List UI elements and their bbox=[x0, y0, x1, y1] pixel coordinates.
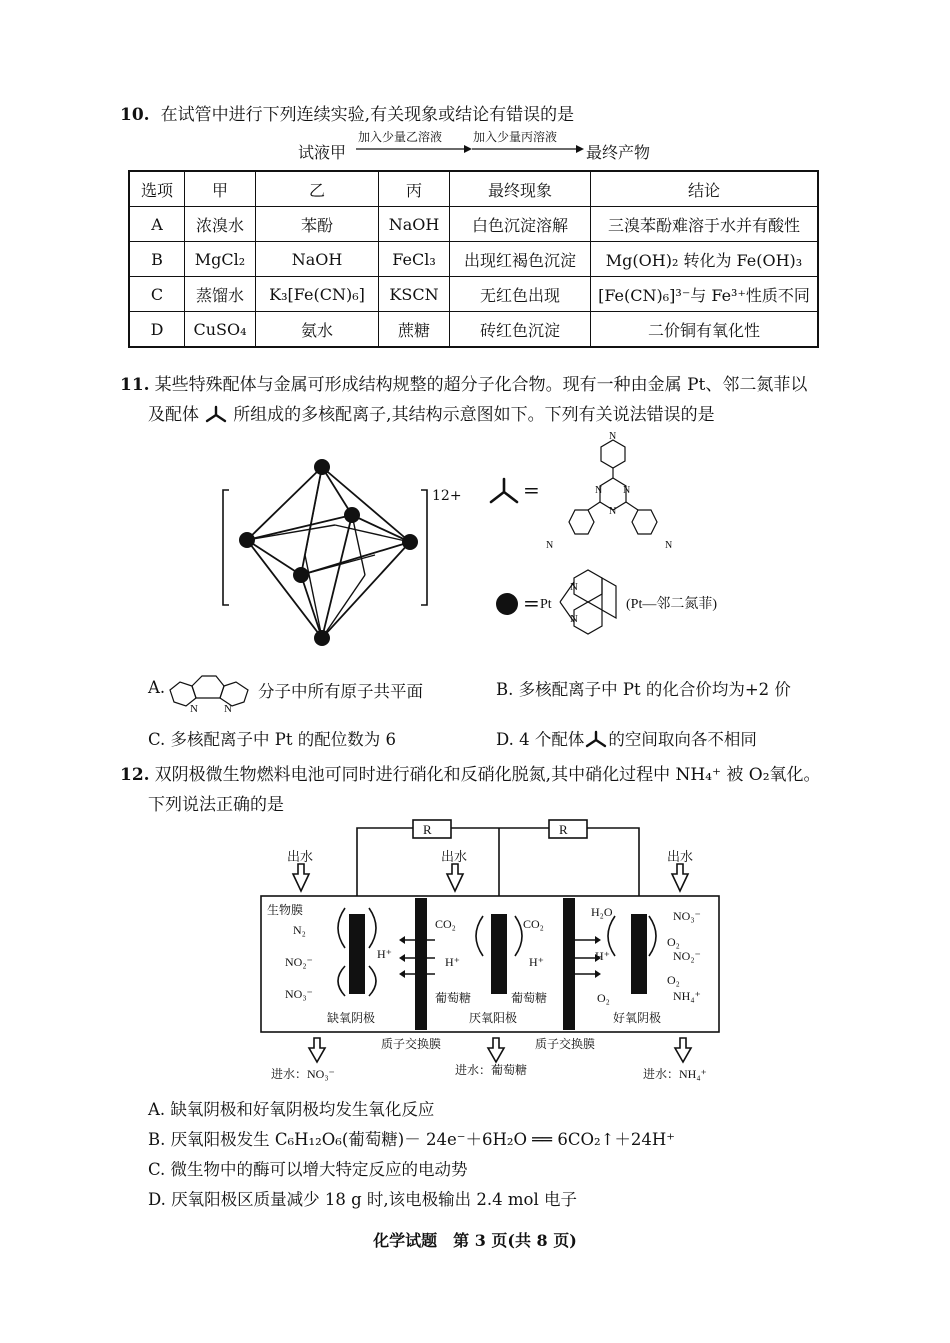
resistor-left bbox=[413, 820, 451, 838]
q10-flow bbox=[298, 128, 678, 164]
no2-label: NO₂⁻ bbox=[285, 955, 313, 969]
pt-label: Pt bbox=[540, 597, 552, 612]
q11-option-d-text2: 的空间取向各不相同 bbox=[608, 730, 757, 749]
inlet-left-label: 进水：NO₃⁻ bbox=[271, 1067, 335, 1081]
phen-n-label: N bbox=[190, 703, 198, 714]
pem-label: 质子交换膜 bbox=[535, 1037, 596, 1051]
pyridine-n-label: N bbox=[546, 540, 554, 551]
pt-phenanthroline-structure bbox=[540, 560, 740, 640]
q12-text2: 下列说法正确的是 bbox=[148, 795, 284, 815]
table-row bbox=[129, 207, 818, 242]
cell-bing: FeCl₃ bbox=[379, 242, 450, 277]
proton-label: H⁺ bbox=[445, 955, 460, 969]
q11-option-a-label: A. bbox=[148, 678, 166, 697]
pt-phen-label: (Pt—邻二氮菲) bbox=[626, 597, 717, 612]
q12-option-b: B. 厌氧阳极发生 C₆H₁₂O₆(葡萄糖)－ 24e⁻＋6H₂O ══ 6CO₂↑＋24H⁺ bbox=[148, 1130, 676, 1149]
cell-option: B bbox=[129, 242, 185, 277]
table-header-row bbox=[129, 171, 818, 207]
proton-label: H⁺ bbox=[529, 955, 544, 969]
q11-stem-line2 bbox=[148, 400, 715, 425]
aerobic-cathode-electrode bbox=[631, 914, 647, 994]
ligand-symbol-icon bbox=[487, 476, 521, 506]
q11-text2a: 及配体 bbox=[148, 405, 199, 425]
o2-label: O₂ bbox=[667, 935, 680, 949]
anaerobic-anode-electrode bbox=[491, 914, 507, 994]
flow-step2: 加入少量丙溶液 bbox=[473, 130, 558, 144]
q11-number: 11. bbox=[120, 375, 150, 395]
ligand-symbol-icon bbox=[204, 405, 228, 423]
phen-n-label: N bbox=[570, 613, 578, 625]
h2o-label: H₂O bbox=[591, 905, 613, 919]
cell-option: C bbox=[129, 277, 185, 312]
no3-label: NO₃⁻ bbox=[673, 909, 701, 923]
cell-phenomenon: 无红色出现 bbox=[450, 277, 591, 312]
glucose-label: 葡萄糖 bbox=[511, 991, 548, 1005]
co2-label: CO₂ bbox=[523, 917, 544, 931]
cell-phenomenon: 砖红色沉淀 bbox=[450, 312, 591, 348]
ligand-symbol-icon bbox=[584, 730, 608, 748]
cell-bing: 蔗糖 bbox=[379, 312, 450, 348]
cell-conclusion: Mg(OH)₂ 转化为 Fe(OH)₃ bbox=[591, 242, 819, 277]
table-row bbox=[129, 242, 818, 277]
out-water-label: 出水 bbox=[441, 849, 468, 864]
triazine-n-label: N bbox=[623, 485, 631, 496]
cell-option: D bbox=[129, 312, 185, 348]
octahedral-cage-diagram bbox=[215, 455, 465, 655]
out-water-label: 出水 bbox=[287, 849, 314, 864]
table-row bbox=[129, 277, 818, 312]
flow-step1: 加入少量乙溶液 bbox=[358, 130, 443, 144]
q10-text: 在试管中进行下列连续实验,有关现象或结论有错误的是 bbox=[160, 105, 575, 125]
glucose-label: 葡萄糖 bbox=[435, 991, 472, 1005]
q12-option-a: A. 缺氧阴极和好氧阴极均发生氧化反应 bbox=[148, 1100, 435, 1119]
pem-right bbox=[563, 898, 575, 1030]
q11-option-d-text1: D. 4 个配体 bbox=[496, 730, 585, 749]
cell-conclusion: [Fe(CN)₆]³⁻与 Fe³⁺性质不同 bbox=[591, 277, 819, 312]
out-water-label: 出水 bbox=[667, 849, 694, 864]
cell-jia: 浓溴水 bbox=[185, 207, 256, 242]
resistor-right bbox=[549, 820, 587, 838]
header-cell: 选项 bbox=[129, 171, 185, 207]
anaerobic-anode-label: 厌氧阳极 bbox=[469, 1011, 518, 1025]
triazine-n-label: N bbox=[595, 485, 603, 496]
header-cell: 结论 bbox=[591, 171, 819, 207]
q11-text2b: 所组成的多核配离子,其结构示意图如下。下列有关说法错误的是 bbox=[233, 405, 715, 425]
pem-left bbox=[415, 898, 427, 1030]
q11-option-b: B. 多核配离子中 Pt 的化合价均为+2 价 bbox=[496, 680, 791, 699]
cell-conclusion: 二价铜有氧化性 bbox=[591, 312, 819, 348]
flow-end: 最终产物 bbox=[586, 143, 651, 162]
cell-phenomenon: 出现红褐色沉淀 bbox=[450, 242, 591, 277]
pyridine-n-label: N bbox=[665, 540, 673, 551]
q12-stem-line1 bbox=[120, 760, 821, 785]
biofilm-label: 生物膜 bbox=[267, 903, 304, 917]
page-footer: 化学试题 第 3 页(共 8 页) bbox=[373, 1231, 577, 1250]
anoxic-cathode-electrode bbox=[349, 914, 365, 994]
q10-stem bbox=[120, 100, 574, 125]
o2-label: O₂ bbox=[667, 973, 680, 987]
cell-yi: 苯酚 bbox=[256, 207, 379, 242]
fuel-cell-diagram bbox=[255, 816, 725, 1086]
q12-text1: 双阴极微生物燃料电池可同时进行硝化和反硝化脱氮,其中硝化过程中 NH₄⁺ 被 O₂氧化。 bbox=[154, 765, 821, 785]
cell-yi: K₃[Fe(CN)₆] bbox=[256, 277, 379, 312]
anoxic-cathode-label: 缺氧阴极 bbox=[327, 1011, 376, 1025]
triazine-n-label: N bbox=[609, 506, 617, 517]
q12-option-d: D. 厌氧阳极区质量减少 18 g 时,该电极输出 2.4 mol 电子 bbox=[148, 1190, 577, 1209]
cell-phenomenon: 白色沉淀溶解 bbox=[450, 207, 591, 242]
phen-n-label: N bbox=[570, 581, 578, 593]
table-row bbox=[129, 312, 818, 348]
resistor-label: R bbox=[559, 822, 568, 837]
no3-label: NO₃⁻ bbox=[285, 987, 313, 1001]
phen-n-label: N bbox=[224, 703, 232, 714]
flow-arrows bbox=[354, 144, 586, 154]
q11-option-c: C. 多核配离子中 Pt 的配位数为 6 bbox=[148, 730, 396, 749]
cage-charge: 12+ bbox=[432, 488, 462, 504]
pyridine-n-label: N bbox=[609, 431, 617, 442]
q11-option-a-text: 分子中所有原子共平面 bbox=[258, 682, 423, 701]
q11-stem-line1 bbox=[120, 370, 807, 395]
q12-number: 12. bbox=[120, 765, 150, 785]
cell-option: A bbox=[129, 207, 185, 242]
header-cell: 最终现象 bbox=[450, 171, 591, 207]
cell-conclusion: 三溴苯酚难溶于水并有酸性 bbox=[591, 207, 819, 242]
q12-option-c: C. 微生物中的酶可以增大特定反应的电动势 bbox=[148, 1160, 468, 1179]
inlet-mid-label: 进水：葡萄糖 bbox=[455, 1063, 528, 1077]
pt-node-icon bbox=[494, 591, 520, 617]
q10-table bbox=[128, 170, 819, 348]
cell-jia: MgCl₂ bbox=[185, 242, 256, 277]
q10-number: 10. bbox=[120, 105, 150, 125]
proton-label: H⁺ bbox=[377, 947, 392, 961]
proton-label: H⁺ bbox=[595, 949, 610, 963]
ligand-equals: = bbox=[523, 478, 540, 502]
header-cell: 甲 bbox=[185, 171, 256, 207]
cell-bing: KSCN bbox=[379, 277, 450, 312]
aerobic-cathode-label: 好氧阴极 bbox=[613, 1011, 662, 1025]
co2-label: CO₂ bbox=[435, 917, 456, 931]
pem-label: 质子交换膜 bbox=[381, 1037, 442, 1051]
cell-jia: 蒸馏水 bbox=[185, 277, 256, 312]
inlet-right-label: 进水：NH₄⁺ bbox=[643, 1067, 707, 1081]
nh4-label: NH₄⁺ bbox=[673, 989, 701, 1003]
cell-yi: NaOH bbox=[256, 242, 379, 277]
cell-yi: 氨水 bbox=[256, 312, 379, 348]
cell-bing: NaOH bbox=[379, 207, 450, 242]
pt-equals: = bbox=[523, 591, 540, 615]
flow-start: 试液甲 bbox=[298, 143, 347, 162]
o2-label: O₂ bbox=[597, 991, 610, 1005]
q11-option-d bbox=[496, 726, 757, 750]
phenanthroline-structure bbox=[166, 658, 258, 714]
q11-text1: 某些特殊配体与金属可形成结构规整的超分子化合物。现有一种由金属 Pt、邻二氮菲以 bbox=[154, 375, 808, 395]
no2-label: NO₂⁻ bbox=[673, 949, 701, 963]
header-cell: 丙 bbox=[379, 171, 450, 207]
n2-label: N₂ bbox=[293, 923, 306, 937]
resistor-label: R bbox=[423, 822, 432, 837]
cell-jia: CuSO₄ bbox=[185, 312, 256, 348]
header-cell: 乙 bbox=[256, 171, 379, 207]
triazine-ligand-structure bbox=[545, 430, 685, 560]
